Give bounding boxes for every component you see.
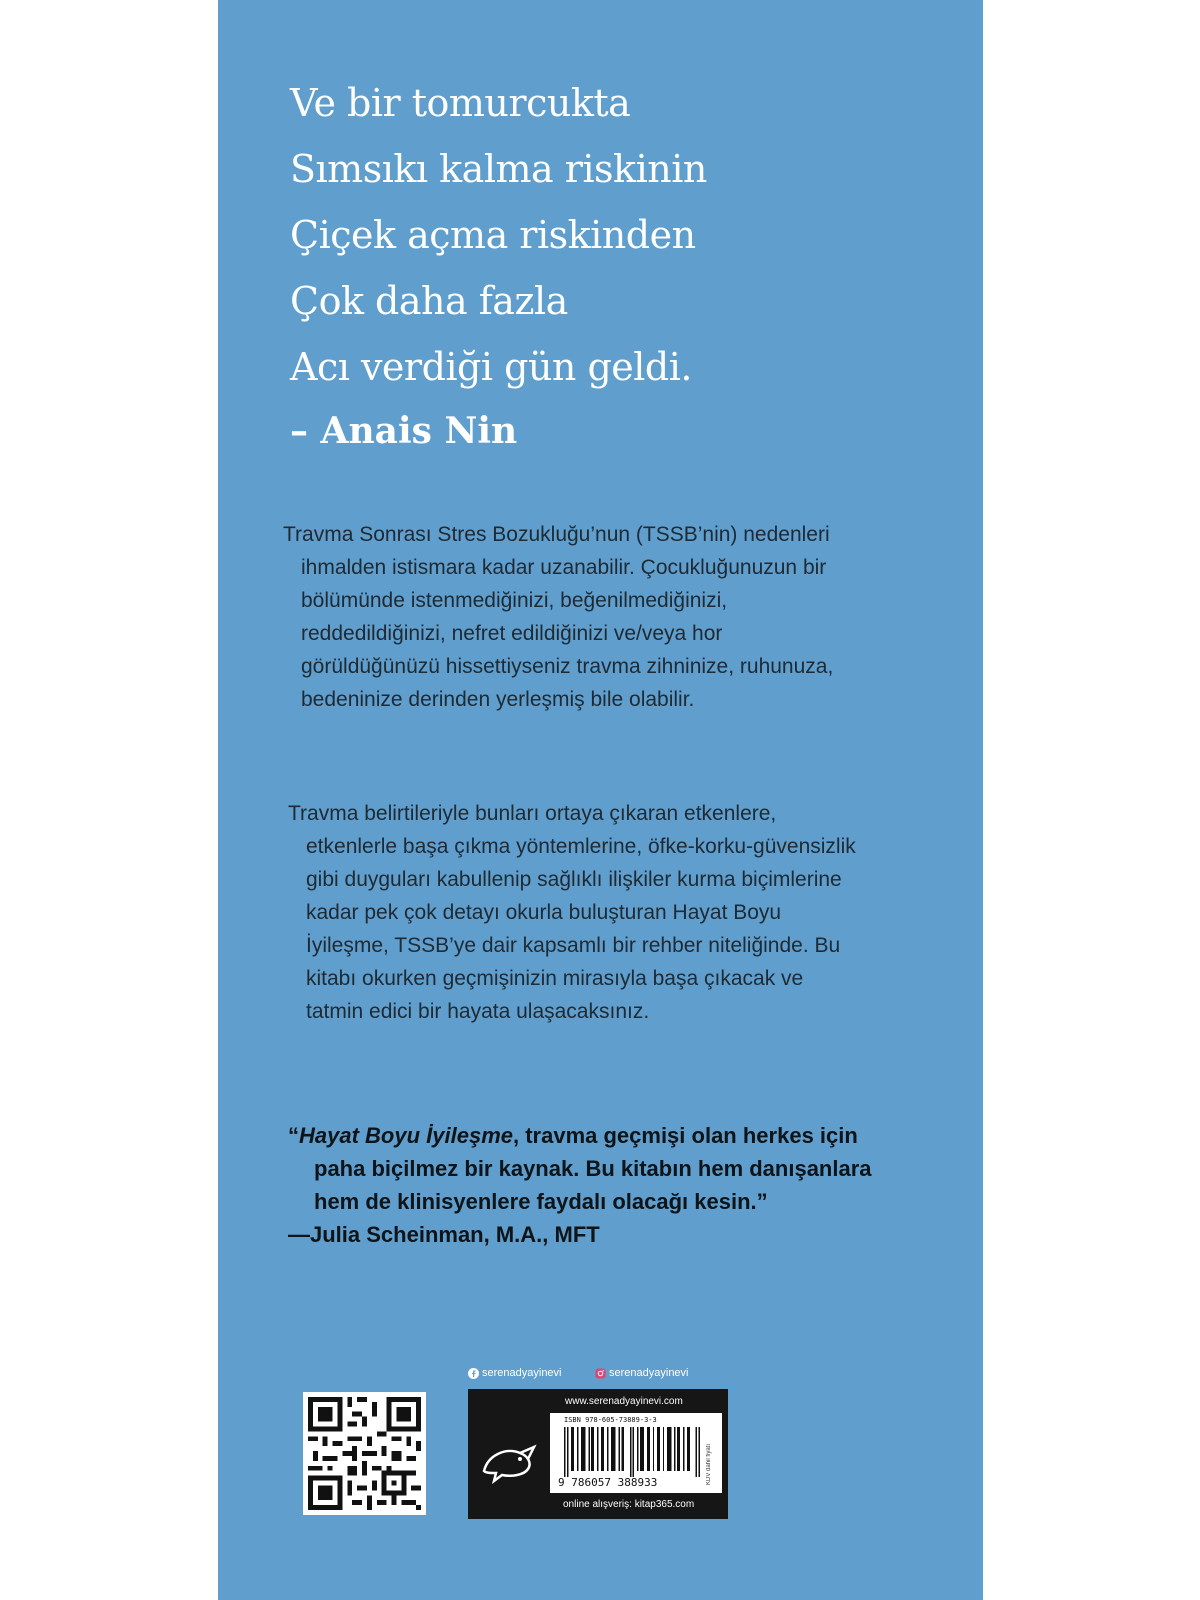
paragraph-line: Travma belirtileriyle bunları ortaya çıkaran etkenlere, (288, 802, 777, 825)
instagram-handle: serenadyayinevi (609, 1367, 689, 1379)
paragraph-line: gibi duyguları kabullenip sağlıklı ilişkiler kurma biçimlerine (306, 868, 842, 891)
facebook-icon (468, 1368, 479, 1379)
quote-text: , travma geçmişi olan herkes için (512, 1123, 858, 1148)
quote-text: paha biçilmez bir kaynak. Bu kitabın hem danışanlara (314, 1156, 872, 1181)
paragraph-line: etkenlerle başa çıkma yöntemlerine, öfke-korku-güvensizlik (306, 835, 856, 858)
paragraph-line: görüldüğünüzü hissettiyseniz travma zihninize, ruhunuza, (301, 655, 834, 678)
paragraph-line: tatmin edici bir hayata ulaşacaksınız. (306, 1000, 650, 1023)
bird-logo-icon (476, 1437, 544, 1485)
open-quote-mark: “ (288, 1123, 299, 1148)
barcode-number: 9 786057 388933 (558, 1476, 658, 1489)
book-title: Hayat Boyu İyileşme (299, 1123, 513, 1148)
paragraph-line: reddedildiğinizi, nefret edildiğinizi ve/veya hor (301, 622, 723, 645)
facebook-handle: serenadyayinevi (482, 1367, 562, 1379)
isbn-barcode (550, 1413, 722, 1493)
endorsement-quote (288, 1119, 872, 1251)
paragraph-line: kadar pek çok detayı okurla buluşturan Hayat Boyu (306, 901, 782, 924)
paragraph-line: bölümünde istenmediğinizi, beğenilmediğinizi, (301, 589, 728, 612)
back-cover (218, 0, 983, 1600)
barcode-bars (564, 1427, 700, 1477)
quote-text: hem de klinisyenlere faydalı olacağı kesin.” (314, 1189, 768, 1214)
isbn-label: ISBN 978-605-73889-3-3 (564, 1416, 657, 1424)
paragraph-line: bedeninize derinden yerleşmiş bile olabilir. (301, 688, 695, 711)
instagram-link[interactable] (595, 1367, 689, 1379)
epigraph-line: Sımsıkı kalma riskinin (290, 147, 707, 191)
epigraph-author: – Anais Nin (290, 410, 518, 452)
epigraph-line: Acı verdiği gün geldi. (290, 345, 692, 389)
epigraph-line: Çiçek açma riskinden (290, 213, 696, 257)
price-note: KDV dahil fiyatı (706, 1443, 712, 1485)
facebook-link[interactable] (468, 1367, 562, 1379)
qr-code[interactable] (303, 1392, 426, 1515)
instagram-icon (595, 1368, 606, 1379)
publisher-website[interactable]: www.serenadyayinevi.com (565, 1396, 683, 1407)
quote-attribution: —Julia Scheinman, M.A., MFT (288, 1222, 600, 1247)
online-shop-text[interactable]: online alışveriş: kitap365.com (563, 1499, 695, 1510)
description-paragraph-1 (283, 518, 833, 716)
paragraph-line: ihmalden istismara kadar uzanabilir. Çocukluğunuzun bir (301, 556, 827, 579)
epigraph-line: Çok daha fazla (290, 279, 568, 323)
barcode-panel (468, 1389, 728, 1519)
paragraph-line: kitabı okurken geçmişinizin mirasıyla başa çıkacak ve (306, 967, 804, 990)
paragraph-line: İyileşme, TSSB’ye dair kapsamlı bir rehber niteliğinde. Bu (306, 934, 841, 957)
description-paragraph-2 (288, 797, 856, 1028)
epigraph-line: Ve bir tomurcukta (290, 81, 631, 125)
paragraph-line: Travma Sonrası Stres Bozukluğu’nun (TSSB’nin) nedenleri (283, 523, 830, 546)
